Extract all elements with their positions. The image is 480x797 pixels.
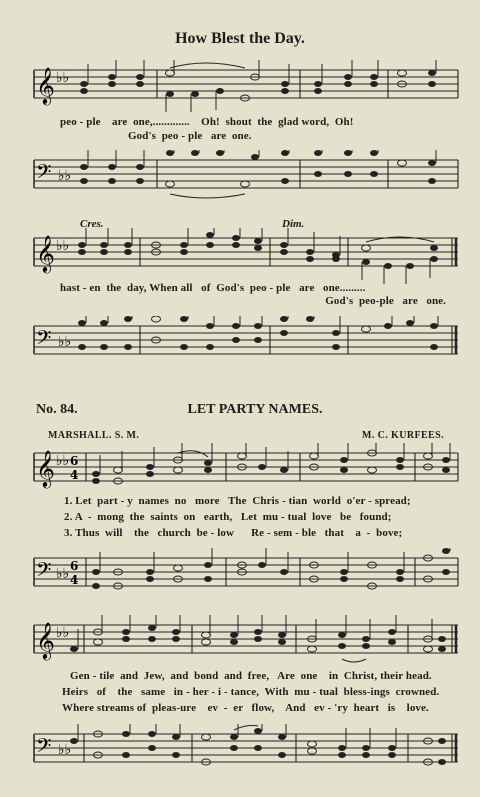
bass-staff [0,150,480,210]
svg-text:♭♭: ♭♭ [56,70,70,86]
svg-text:4: 4 [70,468,79,482]
verse-1-line: 1. Let part - y names no more The Chris - tian world o'er - spread; [64,495,411,507]
bass-staff [0,316,480,376]
verse-3-line: 3. Thus will the church be - low Re - sem - ble that a - bove; [64,527,403,539]
svg-text:𝄢: 𝄢 [36,326,52,354]
hymn-title: LET PARTY NAMES. [187,402,323,417]
svg-text:𝄢: 𝄢 [36,734,52,762]
svg-text:♭♭: ♭♭ [56,625,70,641]
diminuendo-mark: Dim. [282,218,305,230]
svg-text:♭♭: ♭♭ [58,334,72,350]
svg-text:♭♭: ♭♭ [56,453,70,469]
treble-staff [0,60,480,120]
bass-staff [0,724,480,784]
svg-text:♭♭: ♭♭ [58,742,72,758]
svg-text:♭♭: ♭♭ [56,566,70,582]
svg-text:𝄞: 𝄞 [36,234,55,272]
lyric-line: hast - en the day, When all of God's peo - ple are one......... [60,282,366,294]
svg-text:𝄞: 𝄞 [36,66,55,104]
verse-2-line: Heirs of the same in - her - i - tance, With mu - tual bless-ings crowned. [62,686,440,698]
lyric-line: God's peo-ple are one. [325,295,446,307]
svg-text:𝄞: 𝄞 [36,621,55,659]
composer: M. C. KURFEES. [362,430,444,441]
svg-text:6: 6 [70,559,79,573]
svg-text:𝄞: 𝄞 [36,449,55,487]
tune-name: MARSHALL. S. M. [48,430,140,441]
hymn-title: How Blest the Day. [175,30,305,47]
verse-3-line: Where streams of pleas-ure ev - er flow, And ev - 'ry heart is love. [62,702,429,714]
treble-staff [0,615,480,675]
svg-text:𝄢: 𝄢 [36,558,52,586]
lyric-line: peo - ple are one,............. Oh! shout the glad word, Oh! [60,116,354,128]
bass-staff [0,548,480,608]
treble-staff [0,228,480,288]
svg-text:♭♭: ♭♭ [56,238,70,254]
verse-2-line: 2. A - mong the saints on earth, Let mu - tual love be found; [64,511,392,523]
lyric-line: God's peo - ple are one. [128,130,252,142]
treble-staff [0,443,480,503]
svg-text:6: 6 [70,454,79,468]
crescendo-mark: Cres. [80,218,104,230]
svg-text:♭♭: ♭♭ [58,168,72,184]
verse-1-line: Gen - tile and Jew, and bond and free, Are one in Christ, their head. [70,670,432,682]
svg-text:4: 4 [70,573,79,587]
svg-text:𝄢: 𝄢 [36,160,52,188]
hymn-number: No. 84. [36,402,78,417]
